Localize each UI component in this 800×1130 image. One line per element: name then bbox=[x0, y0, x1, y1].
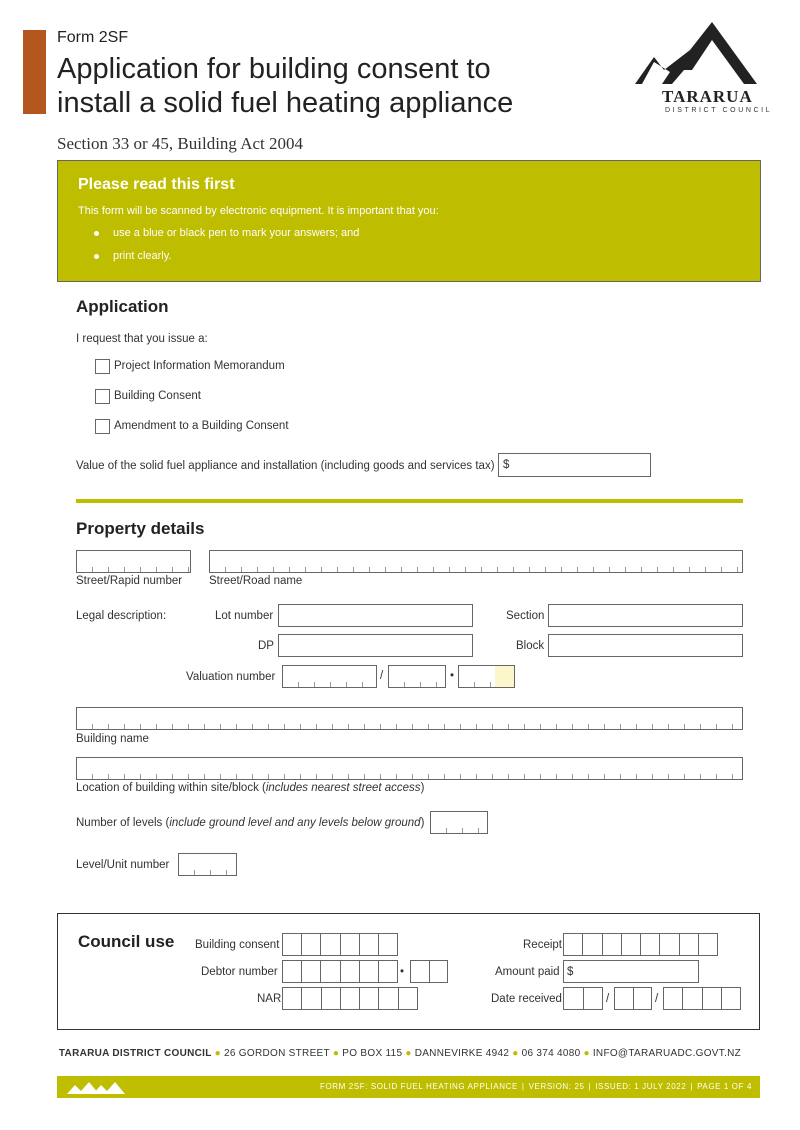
valuation-label: Valuation number bbox=[186, 671, 276, 683]
section-label: Section bbox=[506, 610, 545, 622]
block-input[interactable] bbox=[548, 634, 743, 657]
footer-separator: | bbox=[588, 1082, 592, 1091]
council-use-box bbox=[57, 913, 760, 1030]
footer-form-info bbox=[320, 1082, 752, 1091]
title-line-2: install a solid fuel heating appliance bbox=[57, 87, 514, 119]
footer-page: PAGE 1 OF 4 bbox=[697, 1082, 752, 1091]
footer-address: 26 GORDON STREET bbox=[223, 1048, 330, 1059]
footer-org: TARARUA DISTRICT COUNCIL bbox=[58, 1048, 212, 1059]
levels-label bbox=[76, 817, 424, 829]
section-input[interactable] bbox=[548, 604, 743, 627]
date-received-label: Date received bbox=[491, 993, 562, 1005]
location-label-hint: includes nearest street access bbox=[265, 782, 421, 794]
block-label: Block bbox=[516, 640, 545, 652]
building-name-label: Building name bbox=[76, 733, 149, 745]
building-consent-number-input[interactable] bbox=[282, 933, 398, 956]
location-input[interactable] bbox=[76, 757, 743, 780]
footer-separator: | bbox=[690, 1082, 694, 1091]
page-title bbox=[57, 52, 577, 120]
date-slash-1: / bbox=[606, 993, 610, 1005]
levels-label-text: Number of levels ( bbox=[76, 817, 170, 829]
footer-issued: ISSUED: 1 JULY 2022 bbox=[595, 1082, 687, 1091]
footer-dot-icon: ● bbox=[214, 1048, 221, 1059]
notice-intro: This form will be scanned by electronic equipment. It is important that you: bbox=[78, 205, 439, 217]
footer-phone: 06 374 4080 bbox=[521, 1048, 581, 1059]
lot-label: Lot number bbox=[215, 610, 274, 622]
footer-bar bbox=[57, 1076, 760, 1098]
valuation-bullet: • bbox=[450, 670, 455, 682]
street-name-label: Street/Road name bbox=[209, 575, 303, 587]
footer-po: PO BOX 115 bbox=[342, 1048, 403, 1059]
accent-bar bbox=[23, 30, 46, 114]
receipt-label: Receipt bbox=[523, 939, 562, 951]
footer-dot-icon: ● bbox=[332, 1048, 340, 1059]
valuation-assessment-input[interactable] bbox=[388, 665, 446, 688]
levels-label-hint: include ground level and any levels below ground bbox=[169, 817, 421, 829]
levels-label-close: ) bbox=[420, 817, 425, 829]
date-slash-2: / bbox=[655, 993, 659, 1005]
dp-input[interactable] bbox=[278, 634, 473, 657]
footer-dot-icon: ● bbox=[405, 1048, 412, 1059]
pim-checkbox[interactable] bbox=[95, 359, 110, 374]
unit-input[interactable] bbox=[178, 853, 237, 876]
street-number-label: Street/Rapid number bbox=[76, 575, 183, 587]
location-label-close: ) bbox=[420, 782, 425, 794]
amount-paid-input[interactable] bbox=[563, 960, 699, 983]
logo-subtitle: DISTRICT COUNCIL bbox=[665, 107, 773, 114]
property-heading: Property details bbox=[76, 519, 205, 538]
street-number-input[interactable] bbox=[76, 550, 191, 573]
logo-name: TARARUA bbox=[662, 87, 753, 106]
location-label bbox=[76, 782, 424, 794]
footer-version: VERSION: 25 bbox=[528, 1082, 585, 1091]
street-name-input[interactable] bbox=[209, 550, 743, 573]
amount-currency-symbol: $ bbox=[567, 966, 574, 978]
building-name-input[interactable] bbox=[76, 707, 743, 730]
pim-label: Project Information Memorandum bbox=[114, 360, 285, 372]
unit-label: Level/Unit number bbox=[76, 859, 170, 871]
valuation-slash: / bbox=[380, 670, 384, 682]
valuation-suffix-input[interactable] bbox=[458, 665, 515, 688]
building-consent-number-label: Building consent bbox=[195, 939, 280, 951]
title-line-1: Application for building consent to bbox=[57, 53, 491, 85]
date-day-input[interactable] bbox=[563, 987, 603, 1010]
section-divider bbox=[76, 499, 743, 503]
building-consent-label: Building Consent bbox=[114, 390, 201, 402]
footer-form-name: FORM 2SF: SOLID FUEL HEATING APPLIANCE bbox=[319, 1082, 518, 1091]
levels-input[interactable] bbox=[430, 811, 488, 834]
form-number: Form 2SF bbox=[57, 29, 129, 46]
date-year-input[interactable] bbox=[663, 987, 741, 1010]
currency-symbol: $ bbox=[503, 459, 510, 471]
footer-dot-icon: ● bbox=[583, 1048, 590, 1059]
request-label: I request that you issue a: bbox=[76, 333, 208, 345]
footer-separator: | bbox=[521, 1082, 525, 1091]
value-input[interactable] bbox=[498, 453, 651, 477]
notice-bullet bbox=[94, 227, 359, 239]
debtor-number-input[interactable] bbox=[282, 960, 398, 983]
amendment-checkbox[interactable] bbox=[95, 419, 110, 434]
council-use-heading: Council use bbox=[78, 932, 175, 951]
footer-dot-icon: ● bbox=[512, 1048, 519, 1059]
nar-label: NAR bbox=[257, 993, 282, 1005]
date-month-input[interactable] bbox=[614, 987, 652, 1010]
footer-town: DANNEVIRKE 4942 bbox=[414, 1048, 510, 1059]
building-consent-checkbox[interactable] bbox=[95, 389, 110, 404]
debtor-suffix-input[interactable] bbox=[410, 960, 448, 983]
highlighted-cell bbox=[495, 666, 514, 687]
valuation-roll-input[interactable] bbox=[282, 665, 377, 688]
footer-contact bbox=[0, 1048, 800, 1059]
page-subtitle: Section 33 or 45, Building Act 2004 bbox=[57, 134, 304, 153]
location-label-text: Location of building within site/block ( bbox=[76, 782, 266, 794]
bullet-icon bbox=[94, 231, 99, 236]
lot-input[interactable] bbox=[278, 604, 473, 627]
notice-bullet-text: print clearly. bbox=[113, 250, 172, 262]
debtor-bullet: • bbox=[400, 966, 405, 978]
notice-box bbox=[57, 160, 761, 282]
dp-label: DP bbox=[258, 640, 274, 652]
amendment-label: Amendment to a Building Consent bbox=[114, 420, 289, 432]
amount-paid-label: Amount paid bbox=[495, 966, 560, 978]
notice-title: Please read this first bbox=[78, 176, 235, 193]
value-label: Value of the solid fuel appliance and installation (including goods and services tax) bbox=[76, 460, 495, 472]
footer-email[interactable]: INFO@TARARUADC.GOVT.NZ bbox=[592, 1048, 742, 1059]
footer-mountains-icon bbox=[65, 1079, 135, 1095]
debtor-number-label: Debtor number bbox=[201, 966, 278, 978]
legal-description-label: Legal description: bbox=[76, 610, 167, 622]
nar-input[interactable] bbox=[282, 987, 418, 1010]
application-heading: Application bbox=[76, 297, 169, 316]
notice-bullet-text: use a blue or black pen to mark your answers; and bbox=[113, 227, 360, 239]
receipt-input[interactable] bbox=[563, 933, 718, 956]
bullet-icon bbox=[94, 254, 99, 259]
notice-bullet bbox=[94, 250, 171, 262]
